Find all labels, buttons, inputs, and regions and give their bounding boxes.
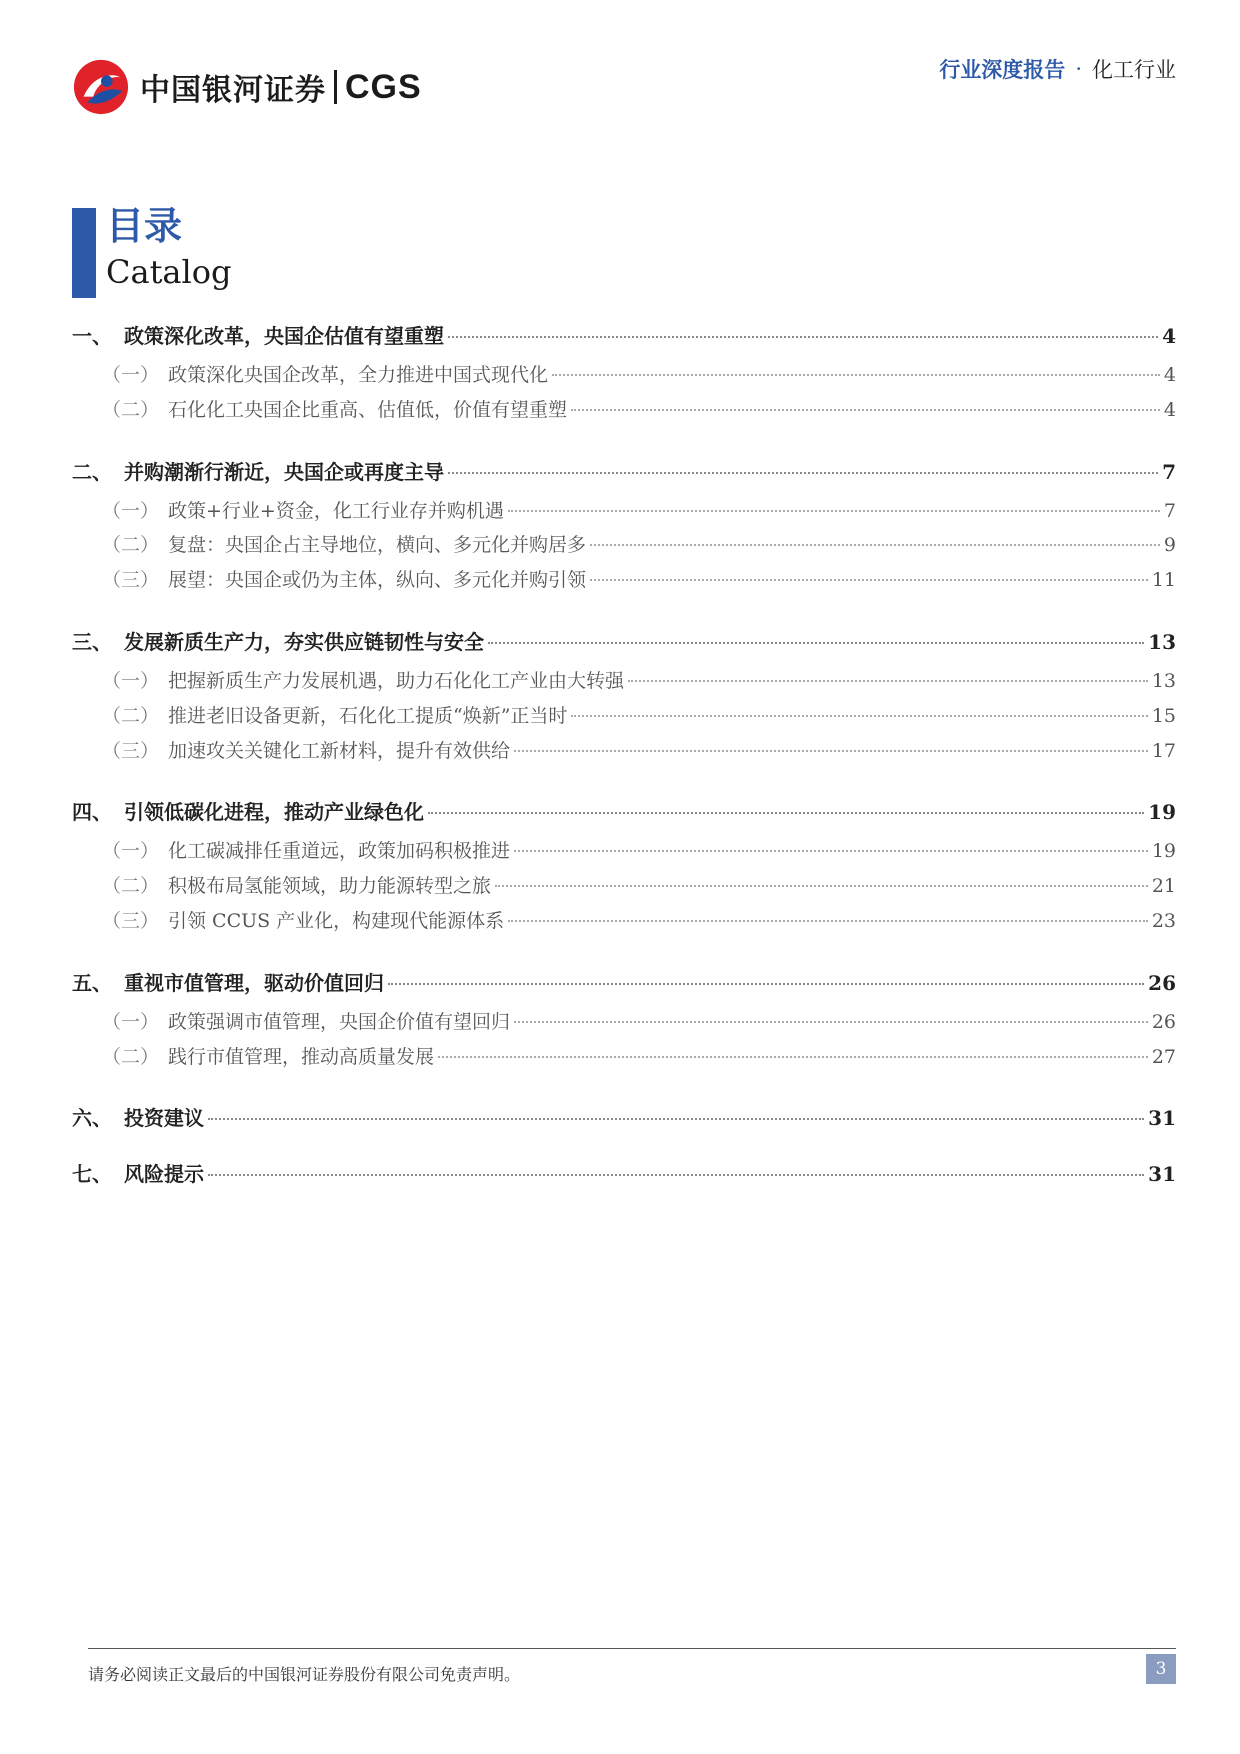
toc-section-item[interactable] xyxy=(72,530,1176,565)
toc-item-number: 四、 xyxy=(72,800,112,825)
toc-item-title: 重视市值管理，驱动价值回归 xyxy=(124,970,384,995)
toc-item-number: （二） xyxy=(102,534,160,557)
catalog-title-cn: 目录 xyxy=(106,203,183,248)
table-of-contents xyxy=(72,320,1176,1198)
toc-item-number: 三、 xyxy=(72,629,112,654)
brand-name-en: CGS xyxy=(345,67,422,106)
toc-dot-leader xyxy=(508,920,1148,922)
toc-item-number: （一） xyxy=(102,364,160,386)
toc-dot-leader xyxy=(590,579,1148,581)
toc-item-title: 加速攻关关键化工新材料，提升有效供给 xyxy=(168,739,511,762)
toc-dot-leader xyxy=(514,850,1148,852)
disclaimer-text: 请务必阅读正文最后的中国银河证券股份有限公司免责声明。 xyxy=(88,1665,521,1684)
toc-item-number: 七、 xyxy=(72,1162,112,1187)
footer-divider xyxy=(88,1648,1176,1649)
toc-item-page: 27 xyxy=(1151,1045,1176,1068)
toc-section-item[interactable] xyxy=(72,1007,1176,1042)
toc-item-page: 31 xyxy=(1148,1162,1176,1187)
toc-chapter-item[interactable] xyxy=(72,796,1176,826)
report-category xyxy=(939,54,1176,84)
page-footer xyxy=(88,1648,1176,1684)
toc-item-page: 4 xyxy=(1163,398,1176,421)
page-number-badge: 3 xyxy=(1146,1654,1176,1684)
toc-item-number: （一） xyxy=(102,669,160,692)
toc-dot-leader xyxy=(508,510,1160,512)
catalog-accent-bar xyxy=(72,208,96,298)
toc-item-page: 31 xyxy=(1148,1106,1176,1131)
cgs-logo-icon xyxy=(72,58,130,116)
toc-item-page: 4 xyxy=(1162,324,1176,348)
toc-item-title: 发展新质生产力，夯实供应链韧性与安全 xyxy=(124,629,484,654)
toc-section-item[interactable] xyxy=(72,871,1176,906)
toc-dot-leader xyxy=(208,1174,1144,1176)
toc-item-title: 推进老旧设备更新，石化化工提质“焕新”正当时 xyxy=(168,704,568,727)
toc-item-number: 六、 xyxy=(72,1106,112,1131)
toc-item-title: 复盘：央国企占主导地位，横向、多元化并购居多 xyxy=(168,534,587,557)
toc-item-page: 19 xyxy=(1151,840,1176,863)
toc-item-page: 19 xyxy=(1148,800,1176,825)
toc-item-title: 石化化工央国企比重高、估值低，价值有望重塑 xyxy=(168,398,568,421)
toc-section-item[interactable] xyxy=(72,906,1176,941)
toc-item-title: 政策深化央国企改革，全力推进中国式现代化 xyxy=(168,364,549,386)
toc-item-number: （一） xyxy=(102,1010,160,1033)
toc-item-title: 展望：央国企或仍为主体，纵向、多元化并购引领 xyxy=(168,569,587,592)
toc-section-item[interactable] xyxy=(72,565,1176,600)
toc-dot-leader xyxy=(514,1021,1148,1023)
toc-item-page: 26 xyxy=(1148,970,1176,995)
toc-item-page: 11 xyxy=(1151,569,1176,592)
page-header xyxy=(72,54,1176,124)
toc-item-page: 4 xyxy=(1163,364,1176,386)
toc-item-title: 践行市值管理，推动高质量发展 xyxy=(168,1045,435,1068)
toc-dot-leader xyxy=(208,1118,1144,1120)
toc-item-page: 17 xyxy=(1151,739,1176,762)
toc-chapter-item[interactable] xyxy=(72,626,1176,656)
toc-item-page: 26 xyxy=(1151,1010,1176,1033)
toc-dot-leader xyxy=(495,885,1148,887)
toc-item-page: 13 xyxy=(1151,669,1176,692)
toc-dot-leader xyxy=(428,812,1144,814)
toc-chapter-item[interactable] xyxy=(72,967,1176,997)
toc-dot-leader xyxy=(571,715,1147,717)
toc-dot-leader xyxy=(438,1056,1148,1058)
toc-item-number: （二） xyxy=(102,1045,160,1068)
toc-dot-leader xyxy=(590,544,1160,546)
toc-item-title: 政策深化改革，央国企估值有望重塑 xyxy=(124,324,444,348)
toc-item-page: 21 xyxy=(1151,875,1176,898)
toc-item-title: 积极布局氢能领域，助力能源转型之旅 xyxy=(168,875,492,898)
catalog-title-en: Catalog xyxy=(106,253,232,291)
toc-dot-leader xyxy=(628,680,1148,682)
brand-name-cn: 中国银河证券 xyxy=(140,73,326,108)
toc-dot-leader xyxy=(448,336,1158,338)
toc-section-item[interactable] xyxy=(72,360,1176,395)
toc-section-item[interactable] xyxy=(72,701,1176,736)
toc-item-number: 五、 xyxy=(72,970,112,995)
toc-dot-leader xyxy=(571,409,1160,411)
brand-logo xyxy=(72,58,422,116)
toc-item-page: 23 xyxy=(1151,909,1176,932)
toc-item-title: 风险提示 xyxy=(124,1162,204,1187)
toc-item-title: 政策强调市值管理，央国企价值有望回归 xyxy=(168,1010,511,1033)
toc-section-item[interactable] xyxy=(72,736,1176,771)
toc-dot-leader xyxy=(514,750,1148,752)
toc-item-title: 引领低碳化进程，推动产业绿色化 xyxy=(124,800,424,825)
toc-section-item[interactable] xyxy=(72,836,1176,871)
brand-divider xyxy=(334,70,337,104)
toc-dot-leader xyxy=(448,472,1158,474)
toc-item-number: （三） xyxy=(102,909,160,932)
toc-section-item[interactable] xyxy=(72,666,1176,701)
toc-item-number: （二） xyxy=(102,875,160,898)
toc-item-page: 7 xyxy=(1162,459,1176,484)
header-separator: · xyxy=(1075,57,1082,81)
toc-item-number: （二） xyxy=(102,704,160,727)
toc-item-title: 并购潮渐行渐近，央国企或再度主导 xyxy=(124,459,444,484)
toc-chapter-item[interactable] xyxy=(72,1158,1176,1188)
toc-item-page: 7 xyxy=(1163,499,1176,522)
toc-dot-leader xyxy=(552,374,1160,376)
toc-chapter-item[interactable] xyxy=(72,320,1176,350)
toc-item-title: 政策+行业+资金，化工行业存并购机遇 xyxy=(168,499,504,522)
report-type: 行业深度报告 xyxy=(939,57,1066,82)
toc-item-page: 9 xyxy=(1163,534,1176,557)
toc-section-item[interactable] xyxy=(72,395,1176,430)
toc-item-title: 把握新质生产力发展机遇，助力石化化工产业由大转强 xyxy=(168,669,625,692)
toc-item-number: （二） xyxy=(102,398,160,421)
toc-item-number: （一） xyxy=(102,499,160,522)
toc-section-item[interactable] xyxy=(72,496,1176,531)
toc-item-page: 13 xyxy=(1148,629,1176,654)
toc-dot-leader xyxy=(488,642,1144,644)
toc-item-title: 投资建议 xyxy=(124,1106,204,1131)
toc-item-page: 15 xyxy=(1151,704,1176,727)
industry-label: 化工行业 xyxy=(1092,58,1176,82)
toc-item-number: （一） xyxy=(102,840,160,863)
toc-item-number: （三） xyxy=(102,739,160,762)
toc-item-number: 二、 xyxy=(72,459,112,484)
toc-chapter-item[interactable] xyxy=(72,456,1176,486)
toc-section-item[interactable] xyxy=(72,1042,1176,1077)
toc-item-title: 化工碳减排任重道远，政策加码积极推进 xyxy=(168,840,511,863)
toc-item-number: （三） xyxy=(102,569,160,592)
toc-item-number: 一、 xyxy=(72,324,112,348)
toc-chapter-item[interactable] xyxy=(72,1102,1176,1132)
toc-item-title: 引领 CCUS 产业化，构建现代能源体系 xyxy=(168,909,505,932)
toc-dot-leader xyxy=(388,983,1144,985)
